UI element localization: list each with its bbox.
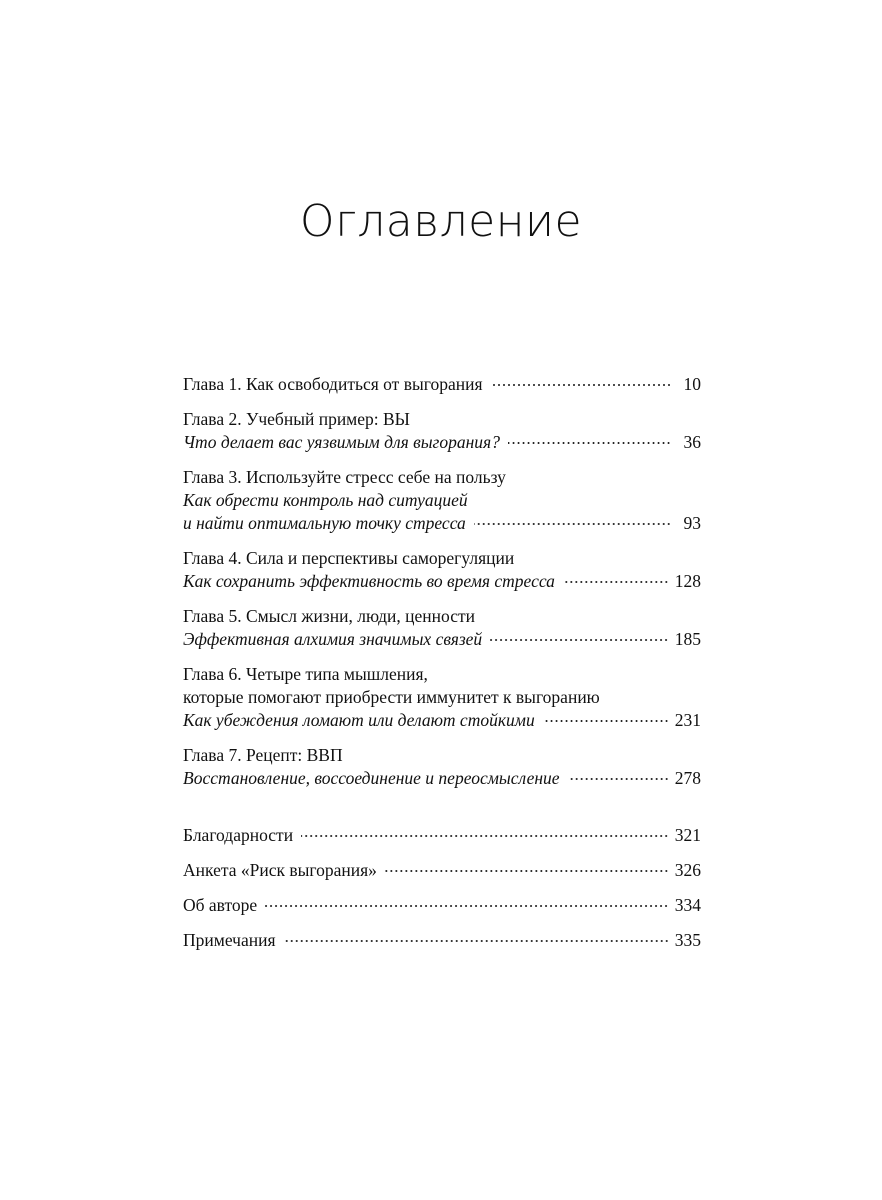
chapter-title: Глава 3. Используйте стресс себе на пользу bbox=[183, 467, 506, 487]
page-number: 10 bbox=[683, 374, 701, 394]
toc-entry-about-author[interactable] bbox=[183, 894, 701, 917]
chapter-title: Глава 2. Учебный пример: ВЫ bbox=[183, 409, 410, 429]
chapter-subtitle: Как сохранить эффективность во время стресса bbox=[183, 571, 555, 591]
page-number: 335 bbox=[674, 930, 701, 950]
toc-entry-chapter-2[interactable] bbox=[183, 408, 701, 454]
entry-title: Примечания bbox=[183, 930, 276, 950]
dot-leader bbox=[508, 441, 671, 445]
toc-entry-chapter-7[interactable] bbox=[183, 744, 701, 790]
chapter-subtitle: Как убеждения ломают или делают стойкими bbox=[183, 710, 535, 730]
toc-entry-chapter-3[interactable] bbox=[183, 466, 701, 535]
chapter-title: Глава 4. Сила и перспективы саморегуляции bbox=[183, 548, 515, 568]
dot-leader bbox=[490, 638, 669, 642]
page-number: 185 bbox=[674, 629, 701, 649]
dot-leader bbox=[301, 834, 669, 838]
dot-leader bbox=[543, 719, 669, 723]
dot-leader bbox=[563, 580, 669, 584]
table-of-contents bbox=[183, 373, 701, 964]
chapter-subtitle: Восстановление, воссоединение и переосмысление bbox=[183, 768, 560, 788]
entry-title: Анкета «Риск выгорания» bbox=[183, 860, 377, 880]
page-number: 321 bbox=[674, 825, 701, 845]
chapter-title: Глава 6. Четыре типа мышления, bbox=[183, 664, 428, 684]
chapter-title: Глава 5. Смысл жизни, люди, ценности bbox=[183, 606, 475, 626]
page-number: 326 bbox=[674, 860, 701, 880]
page-number: 93 bbox=[683, 513, 701, 533]
dot-leader bbox=[284, 939, 669, 943]
page-number: 128 bbox=[674, 571, 701, 591]
chapter-subtitle: Что делает вас уязвимым для выгорания? bbox=[183, 432, 500, 452]
chapter-subtitle: и найти оптимальную точку стресса bbox=[183, 513, 466, 533]
dot-leader bbox=[385, 869, 669, 873]
chapter-subtitle: Эффективная алхимия значимых связей bbox=[183, 629, 483, 649]
chapter-title-continuation: которые помогают приобрести иммунитет к выгоранию bbox=[183, 687, 600, 707]
entry-title: Благодарности bbox=[183, 825, 294, 845]
toc-entry-acknowledgements[interactable] bbox=[183, 824, 701, 847]
toc-entry-chapter-4[interactable] bbox=[183, 547, 701, 593]
dot-leader bbox=[568, 777, 669, 781]
toc-entry-chapter-1[interactable] bbox=[183, 373, 701, 396]
dot-leader bbox=[265, 904, 669, 908]
page-title: Оглавление bbox=[299, 196, 583, 247]
entry-title: Об авторе bbox=[183, 895, 258, 915]
chapter-subtitle: Как обрести контроль над ситуацией bbox=[183, 490, 468, 510]
toc-entry-chapter-6[interactable] bbox=[183, 663, 701, 732]
page-number: 231 bbox=[674, 710, 701, 730]
page-number: 334 bbox=[674, 895, 701, 915]
dot-leader bbox=[474, 522, 671, 526]
toc-entry-chapter-5[interactable] bbox=[183, 605, 701, 651]
toc-entry-notes[interactable] bbox=[183, 929, 701, 952]
chapter-title: Глава 1. Как освободиться от выгорания bbox=[183, 374, 483, 394]
dot-leader bbox=[491, 383, 672, 387]
chapter-title: Глава 7. Рецепт: ВВП bbox=[183, 745, 343, 765]
page-number: 36 bbox=[683, 432, 701, 452]
page-number: 278 bbox=[674, 768, 701, 788]
toc-entry-burnout-questionnaire[interactable] bbox=[183, 859, 701, 882]
